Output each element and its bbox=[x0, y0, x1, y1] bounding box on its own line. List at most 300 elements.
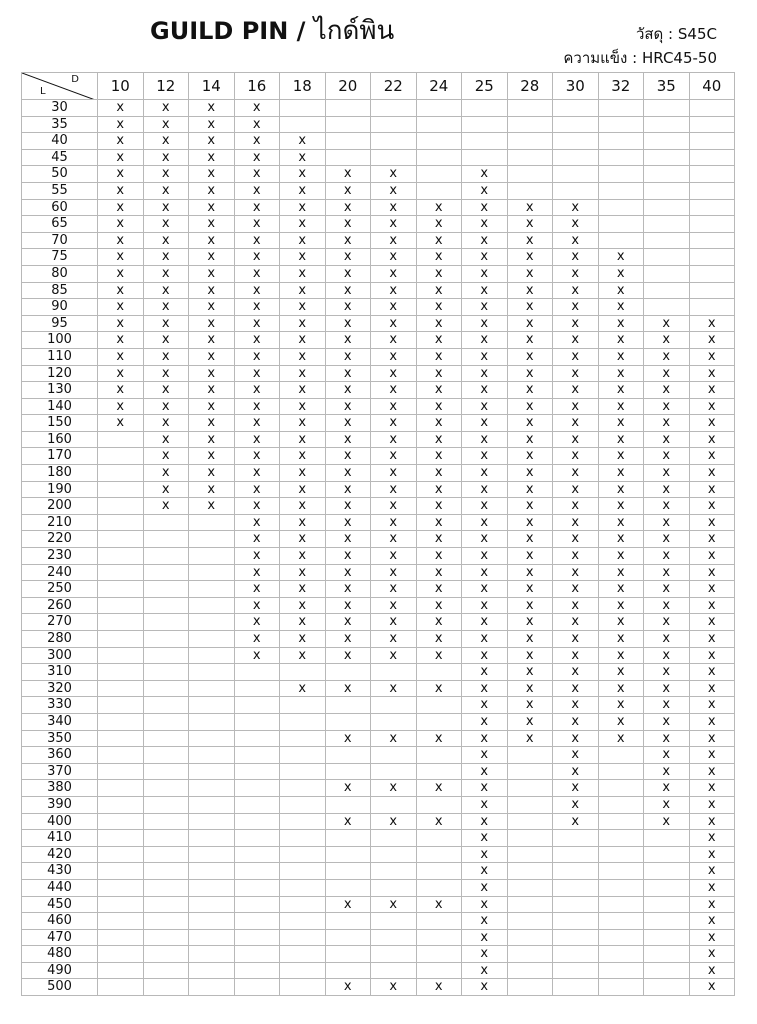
availability-mark: x bbox=[462, 365, 508, 382]
availability-mark: x bbox=[689, 780, 735, 797]
availability-mark: x bbox=[553, 813, 599, 830]
availability-mark: x bbox=[143, 315, 189, 332]
availability-mark: x bbox=[416, 299, 462, 316]
empty-cell bbox=[371, 962, 417, 979]
availability-mark: x bbox=[598, 664, 644, 681]
length-cell: 300 bbox=[22, 647, 98, 664]
empty-cell bbox=[507, 100, 553, 117]
availability-mark: x bbox=[280, 199, 326, 216]
availability-mark: x bbox=[462, 448, 508, 465]
empty-cell bbox=[371, 664, 417, 681]
empty-cell bbox=[371, 830, 417, 847]
availability-mark: x bbox=[325, 680, 371, 697]
empty-cell bbox=[644, 249, 690, 266]
empty-cell bbox=[644, 299, 690, 316]
availability-mark: x bbox=[189, 348, 235, 365]
empty-cell bbox=[598, 813, 644, 830]
availability-mark: x bbox=[462, 166, 508, 183]
empty-cell bbox=[98, 913, 144, 930]
availability-mark: x bbox=[416, 614, 462, 631]
empty-cell bbox=[598, 846, 644, 863]
availability-mark: x bbox=[234, 448, 280, 465]
availability-mark: x bbox=[553, 481, 599, 498]
availability-mark: x bbox=[598, 315, 644, 332]
availability-mark: x bbox=[325, 282, 371, 299]
length-cell: 75 bbox=[22, 249, 98, 266]
availability-mark: x bbox=[507, 647, 553, 664]
empty-cell bbox=[598, 913, 644, 930]
availability-mark: x bbox=[325, 415, 371, 432]
empty-cell bbox=[234, 697, 280, 714]
table-row bbox=[22, 846, 735, 863]
availability-mark: x bbox=[234, 166, 280, 183]
empty-cell bbox=[280, 946, 326, 963]
empty-cell bbox=[234, 796, 280, 813]
length-cell: 50 bbox=[22, 166, 98, 183]
availability-mark: x bbox=[416, 415, 462, 432]
availability-mark: x bbox=[280, 448, 326, 465]
empty-cell bbox=[280, 979, 326, 996]
availability-mark: x bbox=[553, 564, 599, 581]
length-cell: 330 bbox=[22, 697, 98, 714]
availability-mark: x bbox=[553, 348, 599, 365]
table-row bbox=[22, 282, 735, 299]
empty-cell bbox=[689, 216, 735, 233]
empty-cell bbox=[416, 863, 462, 880]
empty-cell bbox=[462, 116, 508, 133]
availability-mark: x bbox=[234, 100, 280, 117]
length-cell: 180 bbox=[22, 465, 98, 482]
availability-mark: x bbox=[507, 481, 553, 498]
availability-mark: x bbox=[462, 846, 508, 863]
availability-mark: x bbox=[462, 796, 508, 813]
table-row bbox=[22, 564, 735, 581]
empty-cell bbox=[98, 564, 144, 581]
availability-mark: x bbox=[98, 249, 144, 266]
availability-mark: x bbox=[98, 315, 144, 332]
empty-cell bbox=[325, 664, 371, 681]
empty-cell bbox=[98, 614, 144, 631]
empty-cell bbox=[143, 697, 189, 714]
availability-mark: x bbox=[507, 232, 553, 249]
availability-mark: x bbox=[280, 581, 326, 598]
empty-cell bbox=[98, 863, 144, 880]
availability-mark: x bbox=[189, 116, 235, 133]
table-row bbox=[22, 514, 735, 531]
availability-mark: x bbox=[644, 697, 690, 714]
availability-mark: x bbox=[689, 581, 735, 598]
empty-cell bbox=[280, 116, 326, 133]
availability-mark: x bbox=[644, 465, 690, 482]
length-cell: 230 bbox=[22, 548, 98, 565]
table-row bbox=[22, 465, 735, 482]
empty-cell bbox=[507, 979, 553, 996]
availability-mark: x bbox=[553, 730, 599, 747]
availability-mark: x bbox=[325, 382, 371, 399]
empty-cell bbox=[553, 149, 599, 166]
availability-mark: x bbox=[553, 581, 599, 598]
corner-l-label: L bbox=[40, 86, 46, 97]
availability-mark: x bbox=[689, 564, 735, 581]
empty-cell bbox=[371, 913, 417, 930]
availability-mark: x bbox=[644, 498, 690, 515]
availability-mark: x bbox=[644, 597, 690, 614]
availability-mark: x bbox=[462, 199, 508, 216]
empty-cell bbox=[98, 763, 144, 780]
length-cell: 340 bbox=[22, 713, 98, 730]
availability-mark: x bbox=[98, 116, 144, 133]
availability-mark: x bbox=[371, 780, 417, 797]
length-cell: 140 bbox=[22, 398, 98, 415]
empty-cell bbox=[98, 979, 144, 996]
availability-mark: x bbox=[98, 415, 144, 432]
title-thai: ไกด์พิน bbox=[313, 16, 395, 46]
availability-mark: x bbox=[98, 282, 144, 299]
empty-cell bbox=[416, 100, 462, 117]
availability-mark: x bbox=[280, 531, 326, 548]
empty-cell bbox=[143, 846, 189, 863]
empty-cell bbox=[189, 813, 235, 830]
empty-cell bbox=[143, 548, 189, 565]
empty-cell bbox=[644, 979, 690, 996]
availability-mark: x bbox=[644, 365, 690, 382]
diameter-header: 40 bbox=[689, 73, 735, 100]
length-cell: 120 bbox=[22, 365, 98, 382]
availability-mark: x bbox=[598, 647, 644, 664]
availability-mark: x bbox=[189, 332, 235, 349]
empty-cell bbox=[553, 100, 599, 117]
availability-mark: x bbox=[325, 365, 371, 382]
empty-cell bbox=[462, 149, 508, 166]
empty-cell bbox=[644, 265, 690, 282]
availability-mark: x bbox=[280, 299, 326, 316]
availability-mark: x bbox=[189, 481, 235, 498]
availability-mark: x bbox=[689, 879, 735, 896]
availability-mark: x bbox=[462, 431, 508, 448]
empty-cell bbox=[325, 796, 371, 813]
empty-cell bbox=[507, 747, 553, 764]
availability-mark: x bbox=[598, 680, 644, 697]
empty-cell bbox=[280, 747, 326, 764]
table-row bbox=[22, 481, 735, 498]
empty-cell bbox=[553, 846, 599, 863]
availability-mark: x bbox=[507, 299, 553, 316]
empty-cell bbox=[234, 713, 280, 730]
empty-cell bbox=[553, 929, 599, 946]
availability-mark: x bbox=[98, 382, 144, 399]
empty-cell bbox=[98, 813, 144, 830]
table-row bbox=[22, 597, 735, 614]
availability-mark: x bbox=[280, 498, 326, 515]
availability-mark: x bbox=[325, 531, 371, 548]
empty-cell bbox=[598, 830, 644, 847]
availability-mark: x bbox=[325, 249, 371, 266]
empty-cell bbox=[98, 431, 144, 448]
availability-mark: x bbox=[462, 415, 508, 432]
empty-cell bbox=[189, 846, 235, 863]
availability-mark: x bbox=[189, 415, 235, 432]
availability-mark: x bbox=[98, 133, 144, 150]
availability-mark: x bbox=[98, 199, 144, 216]
empty-cell bbox=[553, 182, 599, 199]
availability-mark: x bbox=[644, 664, 690, 681]
availability-mark: x bbox=[644, 614, 690, 631]
availability-mark: x bbox=[553, 713, 599, 730]
empty-cell bbox=[553, 166, 599, 183]
availability-mark: x bbox=[462, 398, 508, 415]
empty-cell bbox=[143, 962, 189, 979]
empty-cell bbox=[371, 796, 417, 813]
diameter-header: 16 bbox=[234, 73, 280, 100]
availability-mark: x bbox=[689, 531, 735, 548]
empty-cell bbox=[644, 133, 690, 150]
availability-mark: x bbox=[689, 664, 735, 681]
availability-mark: x bbox=[644, 780, 690, 797]
empty-cell bbox=[371, 747, 417, 764]
empty-cell bbox=[325, 149, 371, 166]
empty-cell bbox=[98, 747, 144, 764]
availability-mark: x bbox=[234, 348, 280, 365]
table-row bbox=[22, 315, 735, 332]
empty-cell bbox=[98, 481, 144, 498]
table-row bbox=[22, 299, 735, 316]
table-row bbox=[22, 863, 735, 880]
availability-mark: x bbox=[234, 282, 280, 299]
empty-cell bbox=[507, 780, 553, 797]
empty-cell bbox=[416, 133, 462, 150]
empty-cell bbox=[189, 896, 235, 913]
empty-cell bbox=[598, 149, 644, 166]
empty-cell bbox=[143, 913, 189, 930]
availability-mark: x bbox=[189, 249, 235, 266]
availability-mark: x bbox=[416, 265, 462, 282]
diameter-header: 14 bbox=[189, 73, 235, 100]
diameter-header-row bbox=[22, 73, 735, 100]
availability-mark: x bbox=[507, 531, 553, 548]
availability-mark: x bbox=[234, 564, 280, 581]
availability-mark: x bbox=[234, 531, 280, 548]
availability-mark: x bbox=[325, 730, 371, 747]
availability-mark: x bbox=[553, 647, 599, 664]
empty-cell bbox=[689, 100, 735, 117]
availability-mark: x bbox=[507, 514, 553, 531]
length-cell: 55 bbox=[22, 182, 98, 199]
availability-mark: x bbox=[462, 382, 508, 399]
empty-cell bbox=[98, 713, 144, 730]
availability-mark: x bbox=[189, 199, 235, 216]
availability-mark: x bbox=[598, 398, 644, 415]
empty-cell bbox=[325, 763, 371, 780]
availability-mark: x bbox=[371, 813, 417, 830]
empty-cell bbox=[189, 763, 235, 780]
availability-mark: x bbox=[371, 315, 417, 332]
table-row bbox=[22, 116, 735, 133]
availability-mark: x bbox=[462, 581, 508, 598]
availability-mark: x bbox=[280, 315, 326, 332]
availability-mark: x bbox=[462, 631, 508, 648]
availability-mark: x bbox=[325, 216, 371, 233]
empty-cell bbox=[598, 962, 644, 979]
empty-cell bbox=[416, 946, 462, 963]
empty-cell bbox=[644, 149, 690, 166]
availability-mark: x bbox=[234, 332, 280, 349]
availability-mark: x bbox=[98, 348, 144, 365]
availability-mark: x bbox=[644, 581, 690, 598]
empty-cell bbox=[325, 962, 371, 979]
availability-mark: x bbox=[325, 979, 371, 996]
empty-cell bbox=[234, 730, 280, 747]
empty-cell bbox=[371, 697, 417, 714]
availability-mark: x bbox=[280, 415, 326, 432]
empty-cell bbox=[189, 979, 235, 996]
availability-mark: x bbox=[98, 182, 144, 199]
empty-cell bbox=[189, 581, 235, 598]
availability-mark: x bbox=[598, 348, 644, 365]
availability-mark: x bbox=[325, 465, 371, 482]
table-row bbox=[22, 830, 735, 847]
table-row bbox=[22, 166, 735, 183]
empty-cell bbox=[280, 813, 326, 830]
availability-mark: x bbox=[234, 382, 280, 399]
length-cell: 450 bbox=[22, 896, 98, 913]
table-row bbox=[22, 548, 735, 565]
title-english: GUILD PIN / bbox=[150, 17, 306, 45]
diameter-header: 25 bbox=[462, 73, 508, 100]
empty-cell bbox=[507, 149, 553, 166]
length-cell: 430 bbox=[22, 863, 98, 880]
availability-mark: x bbox=[98, 149, 144, 166]
availability-mark: x bbox=[143, 100, 189, 117]
availability-mark: x bbox=[553, 249, 599, 266]
availability-mark: x bbox=[507, 614, 553, 631]
availability-mark: x bbox=[462, 465, 508, 482]
availability-mark: x bbox=[325, 166, 371, 183]
availability-mark: x bbox=[371, 332, 417, 349]
empty-cell bbox=[371, 879, 417, 896]
empty-cell bbox=[98, 498, 144, 515]
availability-mark: x bbox=[689, 448, 735, 465]
table-row bbox=[22, 813, 735, 830]
availability-mark: x bbox=[98, 216, 144, 233]
availability-mark: x bbox=[280, 514, 326, 531]
availability-mark: x bbox=[689, 348, 735, 365]
availability-mark: x bbox=[462, 531, 508, 548]
empty-cell bbox=[507, 879, 553, 896]
empty-cell bbox=[371, 863, 417, 880]
empty-cell bbox=[598, 166, 644, 183]
empty-cell bbox=[507, 763, 553, 780]
availability-mark: x bbox=[98, 265, 144, 282]
diameter-header: 24 bbox=[416, 73, 462, 100]
table-row bbox=[22, 365, 735, 382]
availability-mark: x bbox=[507, 730, 553, 747]
availability-mark: x bbox=[689, 365, 735, 382]
empty-cell bbox=[598, 796, 644, 813]
length-cell: 110 bbox=[22, 348, 98, 365]
empty-cell bbox=[234, 979, 280, 996]
availability-mark: x bbox=[689, 631, 735, 648]
availability-mark: x bbox=[189, 498, 235, 515]
availability-mark: x bbox=[234, 581, 280, 598]
empty-cell bbox=[234, 830, 280, 847]
empty-cell bbox=[553, 962, 599, 979]
availability-mark: x bbox=[462, 249, 508, 266]
availability-mark: x bbox=[371, 647, 417, 664]
availability-mark: x bbox=[598, 431, 644, 448]
availability-mark: x bbox=[143, 398, 189, 415]
empty-cell bbox=[553, 946, 599, 963]
empty-cell bbox=[416, 166, 462, 183]
empty-cell bbox=[644, 116, 690, 133]
availability-mark: x bbox=[689, 697, 735, 714]
availability-mark: x bbox=[189, 133, 235, 150]
availability-mark: x bbox=[189, 182, 235, 199]
availability-mark: x bbox=[598, 249, 644, 266]
availability-mark: x bbox=[507, 498, 553, 515]
empty-cell bbox=[280, 962, 326, 979]
availability-mark: x bbox=[553, 597, 599, 614]
availability-mark: x bbox=[280, 365, 326, 382]
availability-mark: x bbox=[371, 232, 417, 249]
availability-mark: x bbox=[280, 597, 326, 614]
availability-mark: x bbox=[416, 548, 462, 565]
empty-cell bbox=[234, 780, 280, 797]
empty-cell bbox=[644, 232, 690, 249]
availability-mark: x bbox=[598, 299, 644, 316]
availability-mark: x bbox=[689, 813, 735, 830]
length-cell: 65 bbox=[22, 216, 98, 233]
availability-mark: x bbox=[280, 481, 326, 498]
availability-mark: x bbox=[462, 680, 508, 697]
availability-mark: x bbox=[507, 581, 553, 598]
availability-mark: x bbox=[189, 149, 235, 166]
empty-cell bbox=[98, 962, 144, 979]
empty-cell bbox=[507, 946, 553, 963]
availability-mark: x bbox=[644, 763, 690, 780]
availability-mark: x bbox=[234, 597, 280, 614]
availability-mark: x bbox=[325, 581, 371, 598]
empty-cell bbox=[507, 863, 553, 880]
empty-cell bbox=[644, 896, 690, 913]
empty-cell bbox=[98, 846, 144, 863]
empty-cell bbox=[325, 846, 371, 863]
availability-mark: x bbox=[371, 979, 417, 996]
availability-mark: x bbox=[462, 946, 508, 963]
availability-mark: x bbox=[325, 813, 371, 830]
empty-cell bbox=[553, 913, 599, 930]
table-row bbox=[22, 265, 735, 282]
empty-cell bbox=[189, 548, 235, 565]
length-cell: 250 bbox=[22, 581, 98, 598]
table-row bbox=[22, 398, 735, 415]
availability-mark: x bbox=[689, 730, 735, 747]
empty-cell bbox=[325, 697, 371, 714]
length-cell: 500 bbox=[22, 979, 98, 996]
availability-mark: x bbox=[143, 348, 189, 365]
empty-cell bbox=[325, 747, 371, 764]
availability-mark: x bbox=[234, 265, 280, 282]
table-row bbox=[22, 929, 735, 946]
availability-mark: x bbox=[553, 631, 599, 648]
empty-cell bbox=[98, 730, 144, 747]
hardness-label: ความแข็ง : bbox=[563, 49, 638, 67]
empty-cell bbox=[280, 763, 326, 780]
empty-cell bbox=[325, 879, 371, 896]
empty-cell bbox=[143, 796, 189, 813]
empty-cell bbox=[143, 647, 189, 664]
availability-mark: x bbox=[280, 398, 326, 415]
empty-cell bbox=[234, 747, 280, 764]
